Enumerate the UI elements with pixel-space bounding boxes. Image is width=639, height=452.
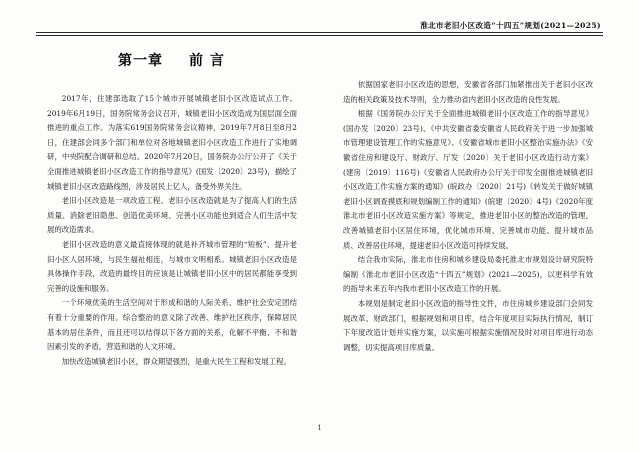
paragraph: 依据国家老旧小区改造的思想，安徽省各部门加紧推出关于老旧小区改造的相关政策及技术导则，全力推动省内老旧小区改造的良性发展。 xyxy=(343,80,593,104)
page-number: 1 xyxy=(317,424,322,432)
header-divider-bottom xyxy=(36,35,603,36)
running-header: 淮北市老旧小区改造“十四五”规划(2021—2025) xyxy=(420,21,601,30)
body-column-right xyxy=(343,78,593,355)
chapter-heading: 前 言 xyxy=(189,53,225,69)
paragraph: 一个环境优美的生活空间对于形成和谐的人际关系、维护社会安定团结有着十分重要的作用。综合整治的意义除了改善、维护社区秩序，保障居民基本的居住条件，而且还可以结得以下各方面的关系，化解不平衡、不和谐因素引发的矛盾，营造和谐的人文环境。 xyxy=(47,298,297,352)
chapter-number: 第一章 xyxy=(118,53,163,69)
header-divider-top xyxy=(36,32,603,33)
paragraph: 加快改造城镇老旧小区，群众期望强烈，是重大民生工程和发展工程。 xyxy=(61,356,291,366)
paragraph: 本规划是制定老旧小区改造的指导性文件，市住房城乡建设部门会同发展改革、财政部门，根据规划和项目库，结合年度项目实际执行情况，制订下年度改造计划并实施方案，以实施可根据实施情况及时对项目库进行动态调整，切实提高项目库质量。 xyxy=(343,298,593,352)
paragraph: 老旧小区改造的意义最直接体现的就是补齐城市管理的“短板”、提升老旧小区人居环境，与民生福祉相连，与城市文明相系。城镇老旧小区改造是具体操作手段，改造的最终目的应该是让城镇老旧小区中的居民都能享受到完善的设施和服务。 xyxy=(47,239,297,293)
paragraph: 根据《国务院办公厅关于全面推进城镇老旧小区改造工作的指导意见》(国办发〔2020〕23号)、《中共安徽省委安徽省人民政府关于进一步加强城市管理建设管理工作的实施意见》、《安徽省城市老旧小区整治实施办法》《安徽省住房和建设厅、财政厅、厅发〔2020〕关于老旧小区改造行动方案》(建房〔2019〕116号)《安徽省人民政府办公厅关于印发全面推进城镇老旧小区改造工作实施方案的通知》(皖政办〔2020〕21号)《转发关于做好城镇老旧小区调查摸底和规划编制工作的通知》(皖建〔2020〕4号)《2020年度淮北市老旧小区改造实施方案》等规定，推进老旧小区的整治改造的管理，改善城镇老旧小区居住环境，优化城市环境、完善城市功能、提升城市品质、改善居住环境，提速老旧小区改造可持续发展。 xyxy=(343,109,593,250)
page-title xyxy=(118,50,225,70)
paragraph: 2017年，住建部选取了15个城市开展城镇老旧小区改造试点工作。2019年6月19日，国务院常务会议召开，城镇老旧小区改造成为国层面全面推进的重点工作。为落实619国务院常务会议精神，2019年7月8日至8月2日，住建部会同多个部门和单位对各地城镇老旧小区改造工作进行了实地调研，中央院配合调研和总结。2020年7月20日，国务院办公厅公开了《关于全面推进城镇老旧小区改造工作的指导意见》(国发〔2020〕23号)，描绘了城镇老旧小区改造路线图，涉及居民上亿人，备受外界关注。 xyxy=(47,94,297,191)
paragraph: 结合我市实际，淮北市住房和城乡建设局委托淮北市规划设计研究院特编制《淮北市老旧小区改造“十四五”规划》(2021—2025)，以更科学有效的指导未来五年内我市老旧小区改造工作的开展。 xyxy=(343,255,593,294)
body-column-left xyxy=(47,92,297,369)
paragraph: 老旧小区改造是一项改造工程。老旧小区改造就是为了提高人们的生活质量、消除老旧隐患、创造优美环境、完善小区功能也到适合人们生活中发展的改造需求。 xyxy=(47,196,297,235)
